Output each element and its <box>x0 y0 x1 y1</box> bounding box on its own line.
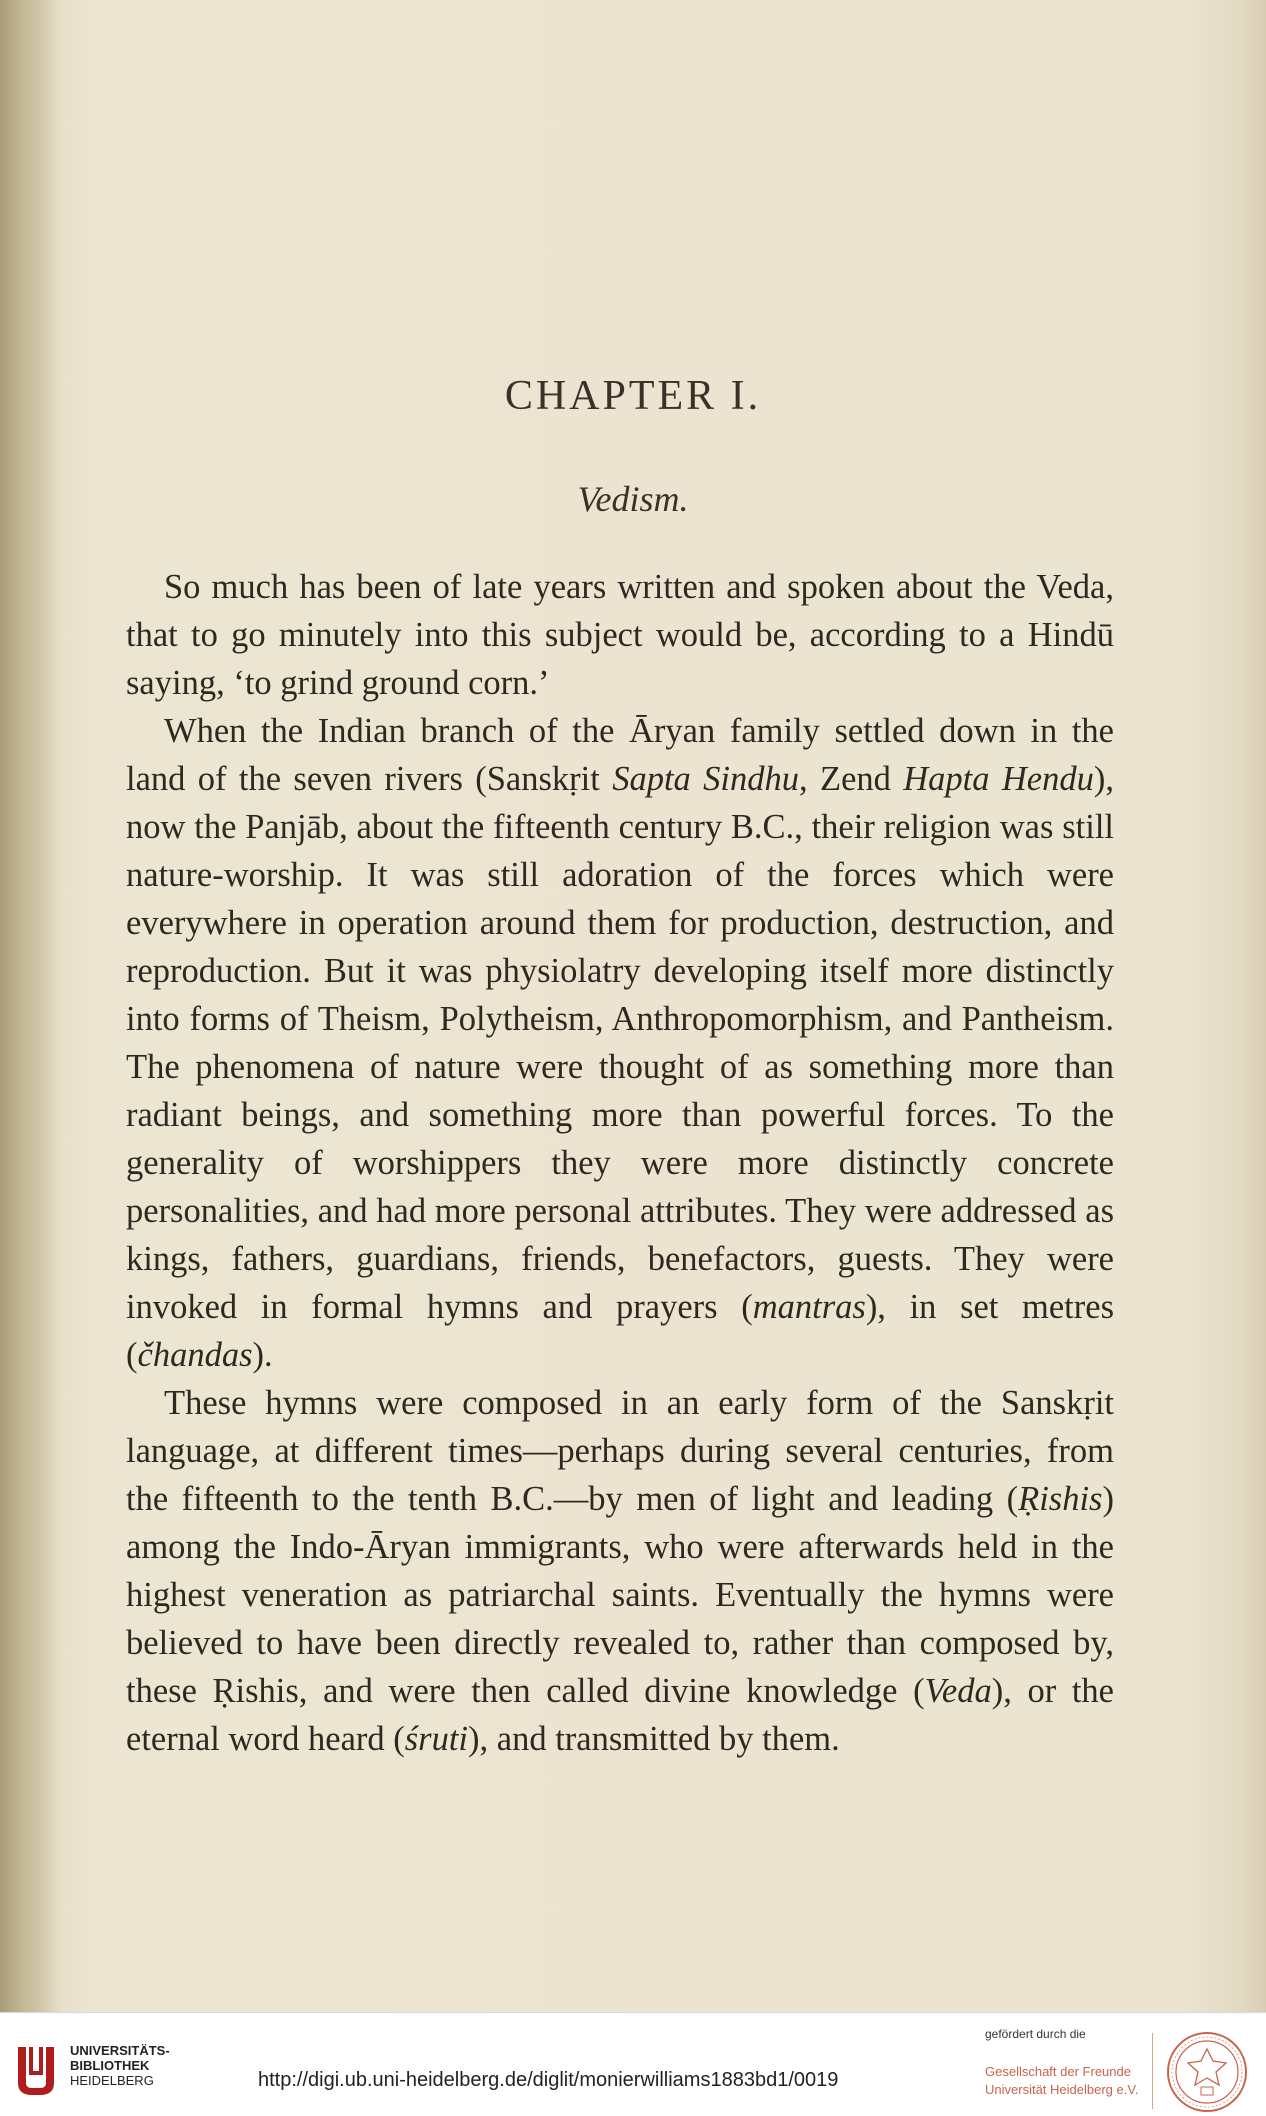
text-run: When the Indian branch of the Āryan family settled down in the land of the seven rivers (Sanskṛit <box>126 712 1114 798</box>
page-gutter-shadow <box>0 0 60 2012</box>
footer-divider <box>1152 2033 1153 2109</box>
italic-term: Ṛishis <box>1018 1480 1103 1518</box>
text-run: ), and transmitted by them. <box>468 1720 840 1758</box>
text-run: ), in set metres ( <box>126 1288 1114 1374</box>
italic-term: Hapta Hendu <box>903 760 1094 798</box>
university-seal-icon <box>1166 2031 1248 2113</box>
chapter-subtitle: Vedism. <box>577 479 689 519</box>
library-name-line-1: UNIVERSITÄTS- <box>70 2043 170 2058</box>
digitization-footer <box>0 2012 1266 2116</box>
permalink-url[interactable]: http://digi.ub.uni-heidelberg.de/diglit/monierwilliams1883bd1/0019 <box>258 2069 839 2091</box>
text-run: ). <box>252 1336 273 1374</box>
italic-term: čhandas <box>137 1336 253 1374</box>
society-line-2: Universität Heidelberg e.V. <box>985 2082 1139 2097</box>
italic-term: mantras <box>752 1288 866 1326</box>
text-run: , Zend <box>799 760 904 798</box>
sponsor-line: gefördert durch die <box>985 2027 1086 2041</box>
society-line-1: Gesellschaft der Freunde <box>985 2064 1131 2079</box>
library-name <box>70 2043 170 2088</box>
body-text <box>126 563 1114 1763</box>
paragraph-1 <box>126 563 1114 707</box>
sponsor-society <box>985 2063 1138 2099</box>
italic-term: Sapta Sindhu <box>612 760 799 798</box>
paragraph-3 <box>126 1379 1114 1763</box>
italic-term: śruti <box>404 1720 469 1758</box>
library-name-line-3: HEIDELBERG <box>70 2073 154 2088</box>
text-run: So much has been of late years written and spoken about the Veda, that to go minutely into this subject would be, according to a Hindū saying, ‘to grind ground corn.’ <box>126 568 1114 702</box>
paragraph-2 <box>126 707 1114 1379</box>
university-library-logo-icon <box>14 2043 58 2099</box>
chapter-title: CHAPTER I. <box>504 373 762 419</box>
italic-term: Veda <box>924 1672 992 1710</box>
text-run: These hymns were composed in an early form of the Sanskṛit language, at different times—perhaps during several centuries, from the fifteenth to the tenth B.C.—by men of light and leading ( <box>126 1384 1114 1518</box>
text-run: ), now the Panjāb, about the fifteenth century B.C., their religion was still nature-worship. It was still adoration of the forces which were everywhere in operation around them for production, destruction, and reproduction. But it was physiolatry developing itself more distinctly into forms of Theism, Polytheism, Anthropomorphism, and Pantheism. The phenomena of nature were thought of as something more than radiant beings, and something more than powerful forces. To the generality of worshippers they were more distinctly concrete personalities, and had more personal attributes. They were addressed as kings, fathers, guardians, friends, benefactors, guests. They were invoked in formal hymns and prayers ( <box>126 760 1114 1326</box>
library-name-line-2: BIBLIOTHEK <box>70 2058 150 2073</box>
text-run: ) among the Indo-Āryan immigrants, who were afterwards held in the highest veneration as patriarchal saints. Eventually the hymns were believed to have been directly revealed to, rather than composed by, these Ṛishis, and were then called divine knowledge ( <box>126 1480 1114 1710</box>
text-run: ), or the eternal word heard ( <box>126 1672 1114 1758</box>
